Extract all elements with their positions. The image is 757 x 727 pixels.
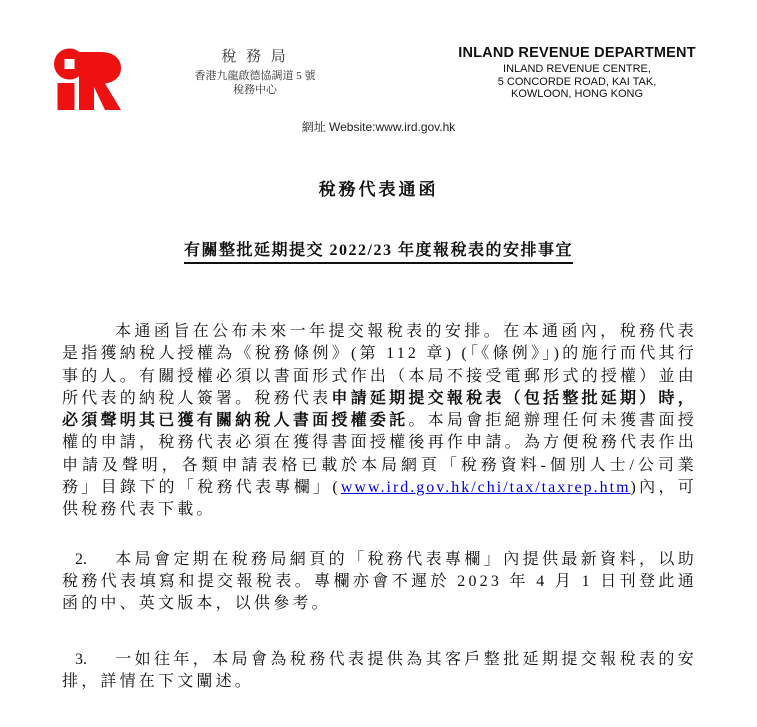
english-address-line1: INLAND REVENUE CENTRE, bbox=[503, 63, 651, 75]
document-body bbox=[62, 321, 697, 693]
document-subtitle-wrap bbox=[0, 237, 757, 264]
paragraph-3-text: 一如往年，本局會為稅務代表提供為其客戶整批延期提交報稅表的安排，詳情在下文闡述。 bbox=[62, 650, 697, 690]
paragraph-3 bbox=[62, 649, 697, 694]
header-chinese-address bbox=[148, 45, 362, 97]
paragraph-1-bold-requirement: 申請延期提交報稅表（包括整批延期）時，必須聲明其已獲有關納稅人書面授權委託 bbox=[62, 389, 697, 430]
dept-name-english: INLAND REVENUE DEPARTMENT bbox=[458, 45, 696, 61]
paragraph-1-text: 本通函旨在公布未來一年提交報稅表的安排。在本通函內，稅務代表是指獲納稅人授權為《稅務條例》(第 112 章) (「《條例》」)的施行而代其行事的人。有關授權必須以書面形式作出（本局不接受電郵形式的授權）並由所代表的納稅人簽署。稅務代表 bbox=[62, 323, 697, 407]
dept-name-chinese: 稅 務 局 bbox=[221, 49, 289, 65]
english-address-line3: KOWLOON, HONG KONG bbox=[510, 88, 643, 100]
paragraph-1 bbox=[62, 321, 697, 522]
paragraph-1-text: 。本局會拒絕辦理任何未獲書面授權的申請，稅務代表必須在獲得書面授權後再作申請。為方便稅務代表作出申請及聲明，各類申請表格已載於本局網頁「稅務資料-個別人士/公司業務」目錄下的「稅務代表專欄」( bbox=[62, 412, 697, 497]
ird-logo-icon bbox=[54, 48, 124, 111]
paragraph-3-number: 3. bbox=[75, 650, 87, 668]
paragraph-1-text: )內，可供稅務代表下載。 bbox=[62, 479, 697, 519]
paragraph-2-text: 本局會定期在稅務局網頁的「稅務代表專欄」內提供最新資料，以助稅務代表填寫和提交報稅表。專欄亦會不遲於 2023 年 4 月 1 日刊登此通函的中、英文版本，以供參考。 bbox=[62, 550, 697, 613]
document-title: 稅務代表通函 bbox=[318, 180, 439, 199]
taxrep-url-link[interactable]: www.ird.gov.hk/chi/tax/taxrep.htm bbox=[340, 479, 631, 497]
chinese-address-line2: 稅務中心 bbox=[233, 84, 277, 96]
website-line: 網址 Website:www.ird.gov.hk bbox=[301, 120, 456, 134]
header-english-address bbox=[446, 45, 708, 101]
english-address-line2: 5 CONCORDE ROAD, KAI TAK, bbox=[497, 75, 657, 88]
paragraph-2-number: 2. bbox=[75, 550, 87, 568]
document-subtitle: 有關整批延期提交 2022/23 年度報稅表的安排事宜 bbox=[184, 237, 573, 264]
chinese-address-line1: 香港九龍啟德協調道 5 號 bbox=[194, 70, 316, 82]
paragraph-2 bbox=[62, 549, 697, 616]
